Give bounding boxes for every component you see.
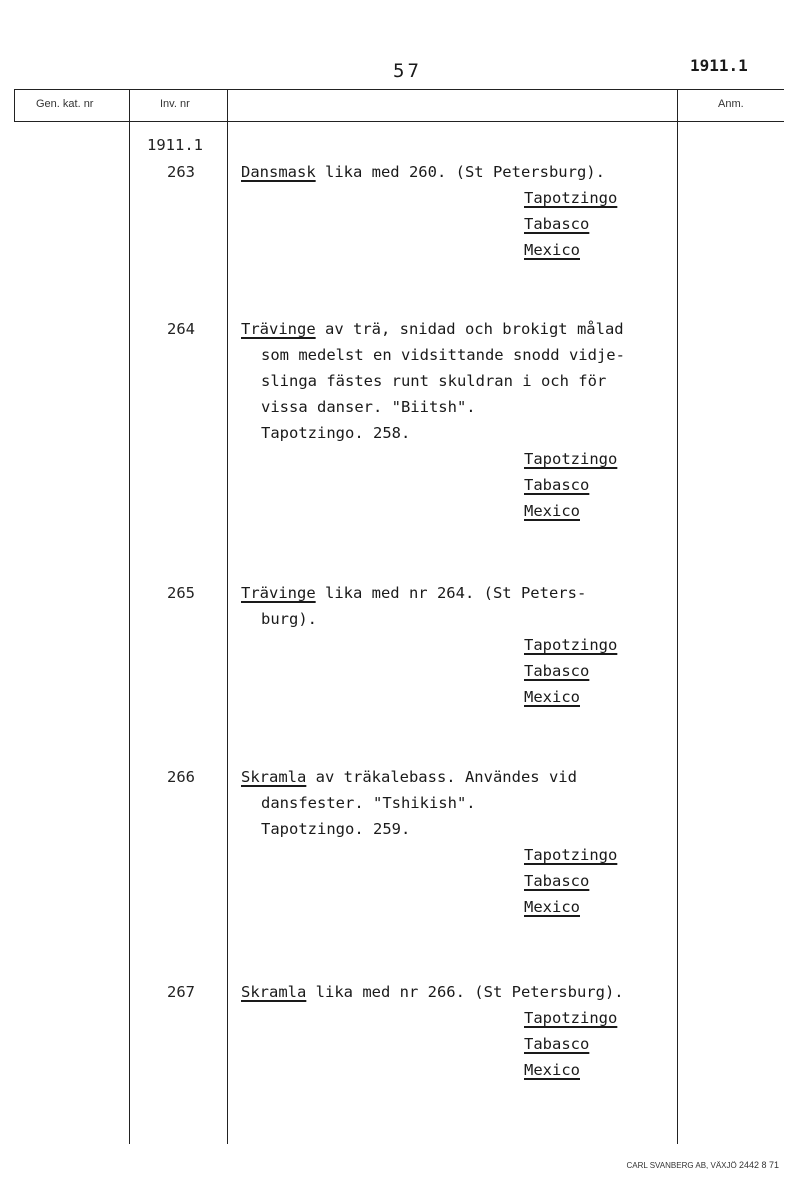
object-name: Dansmask — [241, 163, 316, 181]
object-description: lika med nr 266. (St Petersburg). — [306, 983, 624, 1001]
entry-text-line — [241, 163, 605, 181]
object-description: av träkalebass. Användes vid — [306, 768, 577, 786]
column-header-anm: Anm. — [718, 98, 744, 110]
entry-text-line: som medelst en vidsittande snodd vidje- — [261, 346, 625, 364]
provenance-place: Tabasco — [524, 662, 590, 680]
inventory-number: 267 — [167, 983, 195, 1001]
provenance-place: Mexico — [524, 502, 580, 520]
object-description: av trä, snidad och brokigt målad — [315, 320, 624, 338]
entry-text-line — [241, 320, 624, 338]
column-divider-2 — [227, 89, 228, 1144]
entry-text-line: burg). — [261, 610, 317, 628]
provenance-place: Tabasco — [524, 215, 590, 233]
column-divider-3 — [677, 89, 678, 1144]
object-name: Skramla — [241, 983, 307, 1001]
inventory-number: 266 — [167, 768, 195, 786]
entry-text-line — [241, 768, 577, 786]
entry-text-line: Tapotzingo. 258. — [261, 424, 411, 442]
left-border — [14, 89, 15, 122]
provenance-place: Tapotzingo — [524, 636, 618, 654]
entry-text-line: dansfester. "Tshikish". — [261, 794, 476, 812]
provenance-place: Mexico — [524, 688, 580, 706]
entry-text-line: slinga fästes runt skuldran i och för — [261, 372, 607, 390]
form-code: 2442 8 71 — [738, 1160, 779, 1170]
inventory-number: 265 — [167, 584, 195, 602]
column-header-inv: Inv. nr — [160, 98, 190, 110]
provenance-place: Tapotzingo — [524, 450, 618, 468]
provenance-place: Tabasco — [524, 476, 590, 494]
column-header-gen-kat: Gen. kat. nr — [36, 98, 94, 110]
provenance-place: Mexico — [524, 1061, 580, 1079]
provenance-place: Tapotzingo — [524, 189, 618, 207]
series-label: 1911.1 — [147, 136, 203, 154]
inventory-number: 263 — [167, 163, 195, 181]
provenance-place: Mexico — [524, 898, 580, 916]
provenance-place: Tabasco — [524, 1035, 590, 1053]
catalog-series: 1911.1 — [690, 56, 748, 75]
provenance-place: Tabasco — [524, 872, 590, 890]
entry-text-line — [241, 983, 624, 1001]
object-name: Trävinge — [241, 584, 316, 602]
provenance-place: Tapotzingo — [524, 846, 618, 864]
entry-text-line: vissa danser. "Biitsh". — [261, 398, 476, 416]
entry-text-line: Tapotzingo. 259. — [261, 820, 411, 838]
printer-name: CARL SVANBERG AB, VÄXJÖ — [626, 1161, 737, 1170]
provenance-place: Tapotzingo — [524, 1009, 618, 1027]
inventory-number: 264 — [167, 320, 195, 338]
object-description: lika med nr 264. (St Peters- — [315, 584, 587, 602]
page-number: 57 — [393, 60, 422, 82]
object-description: lika med 260. (St Petersburg). — [315, 163, 605, 181]
column-divider-1 — [129, 89, 130, 1144]
object-name: Trävinge — [241, 320, 316, 338]
entry-text-line — [241, 584, 586, 602]
provenance-place: Mexico — [524, 241, 580, 259]
printer-imprint — [626, 1160, 779, 1170]
object-name: Skramla — [241, 768, 307, 786]
